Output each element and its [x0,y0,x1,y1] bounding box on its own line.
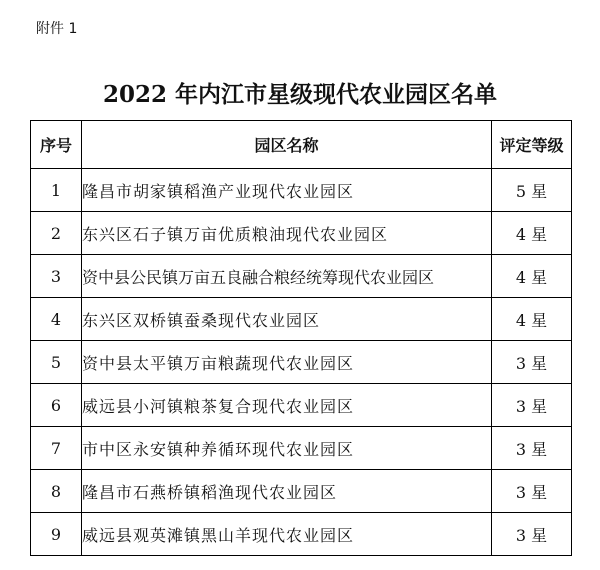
attachment-label: 附件 1 [36,21,78,37]
row-park-name: 东兴区双桥镇蚕桑现代农业园区 [82,298,492,341]
row-grade: 3 星 [492,427,572,470]
row-no: 9 [31,513,82,556]
row-park-name: 东兴区石子镇万亩优质粮油现代农业园区 [82,212,492,255]
row-park-name: 隆昌市胡家镇稻渔产业现代农业园区 [82,169,492,212]
table-row [31,298,572,341]
park-list-table [30,120,572,556]
table-header-row [31,121,572,169]
row-park-name: 威远县小河镇粮茶复合现代农业园区 [82,384,492,427]
row-park-name: 资中县太平镇万亩粮蔬现代农业园区 [82,341,492,384]
row-grade: 4 星 [492,298,572,341]
table-row [31,427,572,470]
row-park-name: 市中区永安镇种养循环现代农业园区 [82,427,492,470]
row-no: 5 [31,341,82,384]
table-row [31,169,572,212]
row-no: 2 [31,212,82,255]
row-no: 8 [31,470,82,513]
row-grade: 4 星 [492,255,572,298]
row-grade: 3 星 [492,341,572,384]
row-grade: 3 星 [492,384,572,427]
table-row [31,470,572,513]
row-no: 1 [31,169,82,212]
table-row [31,341,572,384]
row-park-name: 资中县公民镇万亩五良融合粮经统筹现代农业园区 [82,255,492,298]
row-no: 6 [31,384,82,427]
page-title: 2022 年内江市星级现代农业园区名单 [102,81,498,108]
row-grade: 3 星 [492,513,572,556]
header-grade: 评定等级 [492,121,572,169]
row-grade: 4 星 [492,212,572,255]
row-no: 7 [31,427,82,470]
row-no: 3 [31,255,82,298]
header-no: 序号 [31,121,82,169]
table-row [31,513,572,556]
table-row [31,255,572,298]
row-park-name: 隆昌市石燕桥镇稻渔现代农业园区 [82,470,492,513]
table-row [31,384,572,427]
row-no: 4 [31,298,82,341]
row-park-name: 威远县观英滩镇黑山羊现代农业园区 [82,513,492,556]
row-grade: 3 星 [492,470,572,513]
table-row [31,212,572,255]
header-name: 园区名称 [82,121,492,169]
row-grade: 5 星 [492,169,572,212]
